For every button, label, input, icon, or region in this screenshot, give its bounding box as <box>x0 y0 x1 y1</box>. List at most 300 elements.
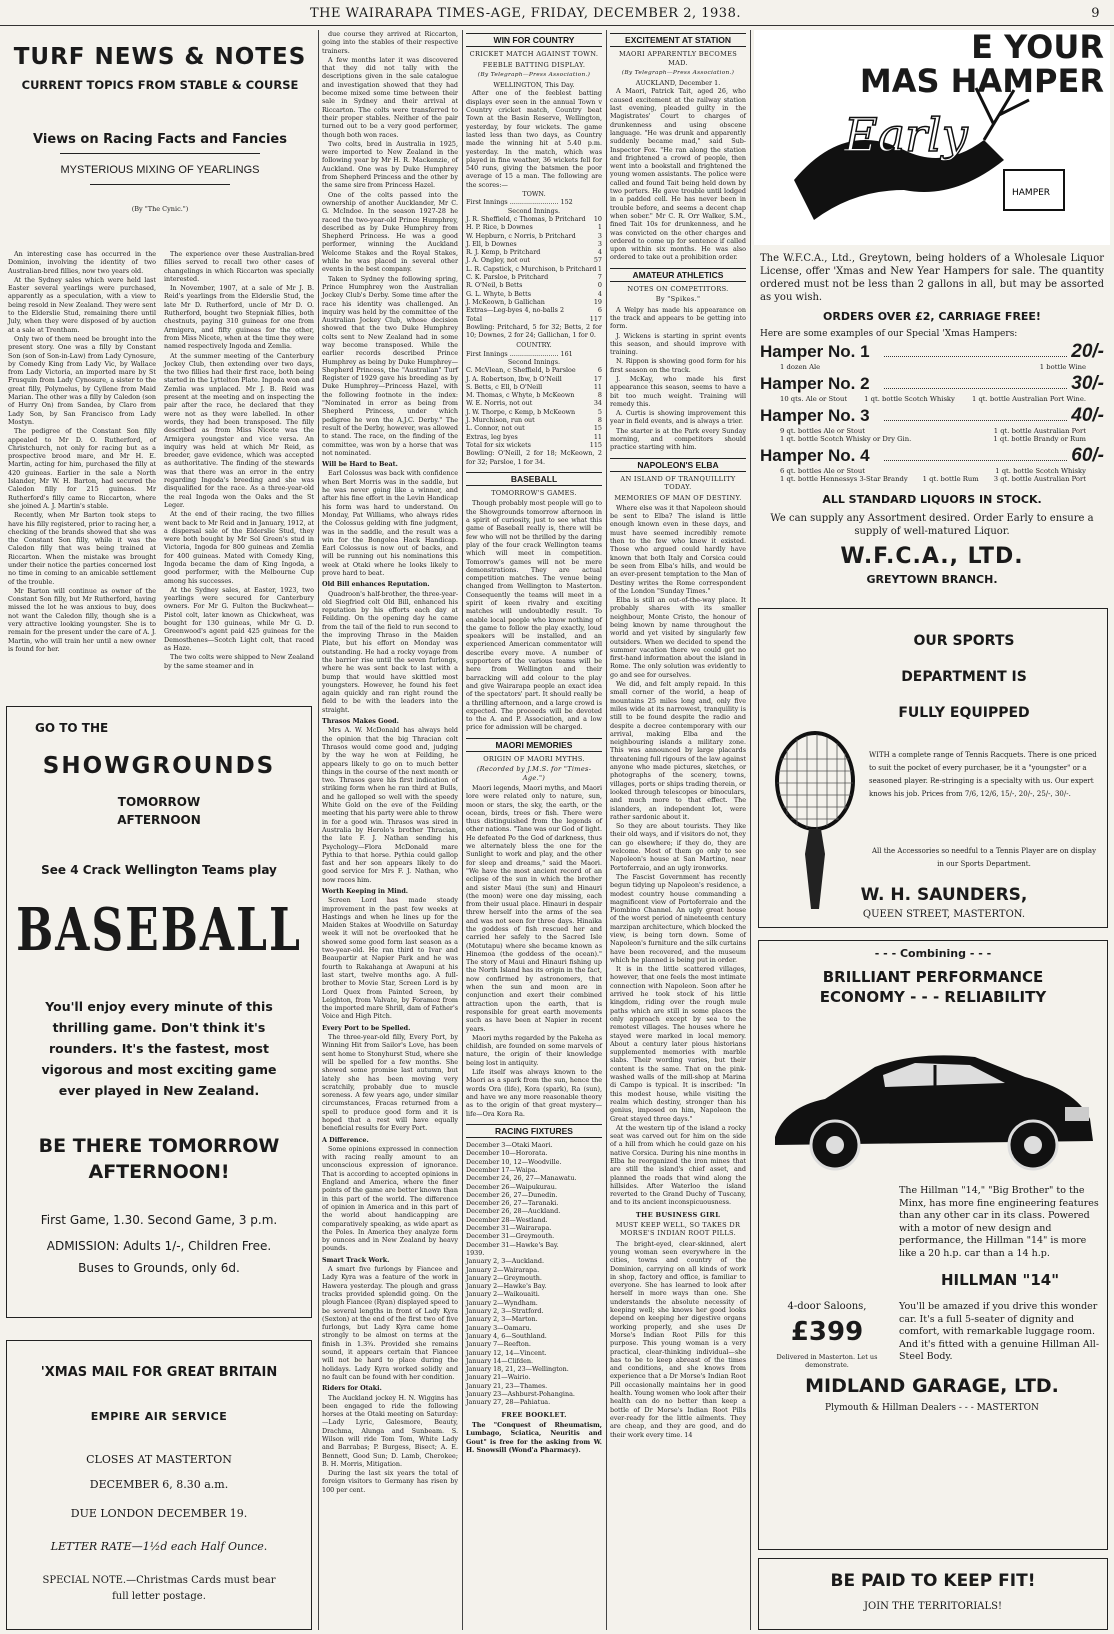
ad-when-1: TOMORROW <box>117 795 201 809</box>
town-scorecard <box>466 215 602 315</box>
mail-closes: CLOSES AT MASTERTON <box>86 1453 232 1466</box>
sports-line-1: OUR SPORTS <box>913 633 1015 649</box>
excite-header: EXCITEMENT AT STATION <box>610 33 746 47</box>
score-row <box>466 383 602 391</box>
country-label: COUNTRY. <box>516 341 552 350</box>
maori-credit: (Recorded by J.M.S. for "Times-Age.") <box>476 765 592 782</box>
business-body: The bright-eyed, clear-skinned, alert young woman seen everywhere in the cities, towns and country of the Dominion, carrying on all kinds of work in shop, factory and office, is familiar to everyone. She has learned to look after herself in more ways than one. She understands the absolute necessity of keeping well; she knows her good looks depend on keeping her digestive organs working properly, and she uses Dr Morse's Indian Root Pills for this purpose. This young woman is a very practical, clear-thinking individual—she has to be to keep abreast of the times and conditions, and she knows from experience that a Dr Morse's Indian Root Pill occasionally maintains her in good health. Young women who look after their health can do no better than keep a bottle of Dr Morse's Indian Root Pills ever-ready for the little ailments. They are cheap, and they are good, and do their work every time. 14 <box>610 1239 746 1439</box>
runs: 34 <box>593 399 602 408</box>
batsman: J. A. Ongley, not out <box>466 256 530 265</box>
sports-ad <box>758 608 1108 928</box>
turf-paragraph: An interesting case has occurred in the Dominion, involving the identity of two Australian-bred fillies, now two years old. <box>8 250 156 275</box>
hamper-line: 1 qt. bottle Scotch Whisky <box>995 467 1086 475</box>
napoleon-header: NAPOLEON'S ELBA <box>610 458 746 472</box>
hamper-branch: GREYTOWN BRANCH. <box>866 573 998 586</box>
batsman: C. McVlean, c Sheffield, b Parsloe <box>466 366 576 375</box>
hamper-price: 60/- <box>1071 445 1104 466</box>
excite-dateline: AUCKLAND, December 1. <box>635 79 721 88</box>
sports-body: WITH a complete range of Tennis Racquets. There is one priced to suit the pocket of every purchaser, be it a "youngster" or a seasoned player. Re-stringing is a specialty with us. Our expert knows his job. Prices from 7/6, 12/6, 15/-, 20/-, 25/-, 30/-. <box>869 751 1097 798</box>
town-second-label: Second Innings. <box>507 206 561 215</box>
score-row <box>466 223 602 231</box>
leader-dots <box>884 460 1067 461</box>
score-row <box>466 306 602 314</box>
turf-paragraph: Taken to Sydney the following spring, Prince Humphrey won the Australian Jockey Club's Derby. Some time after the race his identity was challenged. An inquiry was held by the committee of the Australian Jockey Club, whose decision showed that the two Duke Humphrey colts sent to New Zealand had in some way become transposed. While the earlier records described Prince Humphrey as being by Duke Humphrey—Shepherd Princess, the "Australian" Turf Register of 1929 gave his breeding as by Duke Humphrey—Princess Hazel, with the following footnote in the index: "Nominated in error as being from Shepherd Princess, under which pedigree he won the A.J.C. Derby." The result of the Derby, however, was allowed to stand. The race, on the finding of the committee, was won by a horse that was not nominated. <box>322 274 458 457</box>
runs: 6 <box>597 306 602 315</box>
score-row <box>466 281 602 289</box>
turf-byline: (By "The Cynic.") <box>131 205 189 213</box>
cricket-dateline: WELLINGTON, This Day. <box>493 81 575 90</box>
athletics-paragraph: A Welpy has made his appearance on the track and appears to be getting into form. <box>610 305 746 331</box>
hamper-copy <box>754 252 1110 586</box>
athletics-byline: By "Spikes." <box>655 295 701 304</box>
runs: 6 <box>597 366 602 375</box>
hamper-contents <box>760 395 1104 405</box>
fixtures-header: RACING FIXTURES <box>466 1124 602 1138</box>
fixture-item: January 18, 21, 23—Wellington. <box>466 1365 569 1374</box>
hamper-price: 40/- <box>1071 405 1104 426</box>
batsman: L. R. Capstick, c Murchison, b Pritchard <box>466 264 597 273</box>
fixture-item: December 31—Hawke's Bay. <box>466 1240 559 1249</box>
score-row <box>466 290 602 298</box>
score-row <box>466 248 602 256</box>
score-row <box>466 424 602 432</box>
hamper-crate-label: HAMPER <box>1012 188 1051 198</box>
runs: 0 <box>597 281 602 290</box>
ad-buses: Buses to Grounds, only 6d. <box>78 1261 240 1275</box>
hamper-name: Hamper No. 4 <box>760 446 870 465</box>
hamper-price: 30/- <box>1071 373 1104 394</box>
maori-paragraph: Maori legends, Maori myths, and Maori lore were related only to nature, sun, moon or stars, the sky, the earth, or the ocean, birds, trees or fish. There were thus distinguished from the legends of other nations. "Tane was our God of light. He defeated Po the God of darkness, thus we alternately bless the one for the Sunlight to work and play, and the other for sleep and dreams," said the Maori. "We have the most ancient record of an eclipse of the sun in which the brother and sister Maui (the sun) and Hinauri (the moon) were one day missing, each from their usual place. Hinauri in despair threw herself into the arms of the sea and was not seen for three days. Hinaika the goddess of fish rescued her and carried her safely to the Sacred Isle (Motutapu) where she became known as Hinemoa (the goddess of the ocean)." The story of Maui and Hinauri fishing up the North Island has its origin in the fact, now confirmed by astronomers, that when the sun and moon are in conjunction and exert their combined attraction upon the earth, that is responsible for great earth movements such as have been at Napier in recent years. <box>466 783 602 1033</box>
turf-paragraph: due course they arrived at Riccarton, going into the stables of their respective trainers. <box>322 30 458 55</box>
fixture-item: January 21—Wairio. <box>466 1373 531 1382</box>
turf-paragraph: Some opinions expressed in connection with racing really amount to an unconscious expression of ignorance. That is according to accepted opinions in England and America, where the finer points of the game are better known than in this part of the world. The difference of opinion in America and in this part of the world about handicapping are comparatively speaking, as wide apart as the Poles. In America they analyze form by ounces and in New Zealand by heavy pounds. <box>322 1144 458 1253</box>
turf-subhead: Riders for Otaki. <box>322 1384 382 1393</box>
fixture-item: December 10—Hororata. <box>466 1149 548 1158</box>
hamper-line: 1 qt. bottle Australian Port Wine. <box>971 395 1086 403</box>
baseball-paragraph: Though probably most people will go to the Showgrounds tomorrow afternoon in a spirit of curiosity, just to see what this game of Baseball really is, there will be few who will not be thrilled by the daring play of the four crack Wellington teams which will meet in competition. Tomorrow's games will not be mere demonstrations. They are actual competition matches. The venue being changed from Wellington to Masterton. Consequently the teams will meet in a spirit of keen rivalry and exciting matches will undoubtedly result. To enable local people who know nothing of the game to follow the play exactly, loud speakers will be installed, and an experienced American commentator will describe every move. A number of supporters of the various teams will be here from Wellington and their barracking will add colour to the play and give Wairarapa people an exact idea of the spectators' part. It should really be a thrilling afternoon, and a large crowd is expected. The proceeds will be devoted to the A. and P. Association, and a low price for admission will be charged. <box>466 499 602 732</box>
turf-paragraph: Quadroon's half-brother, the three-year-old Siegfried colt Old Bill, enhanced his reputation by his efforts each day at Feilding. On the opening day he came from the tail of the field to run second to the improving Thraso in the Maiden Plate, but his effort on Monday was outstanding. He had a rocky voyage from the barrier rise until the seven furlongs, where he was sent back to last with a bump that would have skittled most youngsters. However, he found his feet again quickly and ran right round the field to be with the leaders into the straight. <box>322 589 458 714</box>
maori-paragraph: Life itself was always known to the Maori as a spark from the sun, hence the words Ora (life), Kora (spark), Ra (sun), and have we any more reasonable theory as to the origin of that great mystery—life—Ora Kora Ra. <box>466 1068 602 1118</box>
fixture-item: December 26, 28—Auckland. <box>466 1207 561 1216</box>
batsman: G. L. Whyte, b Betts <box>466 289 531 298</box>
turf-paragraph: The Auckland jockey H. N. Wiggins has been engaged to ride the following horses at the Otaki meeting on Saturday:—Lady Lyric, Galesmore, Beauty, Drachma, Alunga and Sunbeam. S. Wilson will ride Tom Tom, White Lady and Barrabas; P. Burgess, Bisect; A. E. Bennett, Good Sun; D. Lamb, Cherokee; B. H. Morris, Mitigation. <box>322 1393 458 1468</box>
sports-heading <box>769 623 1099 731</box>
turf-subhead: Will be Hard to Beat. <box>322 460 398 469</box>
fixture-item: December 26—Waipukurau. <box>466 1182 557 1191</box>
maori-headline: ORIGIN OF MAORI MYTHS. <box>483 755 585 764</box>
turf-header <box>8 30 312 242</box>
napoleon-paragraph: The Fascist Government has recently begun tidying up Napoleon's residence, a modest country house commanding a magnificent view of Portoferraio and the Piombino Channel. An ugly great house of the worst period of nineteenth century marzipan architecture, which blocked the view, is being torn down. Some of Napoleon's furniture and the silk curtains have been recovered, and the museum which he planned is being put in order. <box>610 872 746 964</box>
runs: 1 <box>597 223 602 232</box>
batsman: J. A. Robertson, lbw, b O'Neill <box>466 374 562 383</box>
hamper-line: 1 qt. bottle Scotch Whisky <box>864 395 955 403</box>
hamper-name: Hamper No. 2 <box>760 374 870 393</box>
batsman: W. E. Norris, not out <box>466 399 533 408</box>
masthead-title: THE WAIRARAPA TIMES-AGE, FRIDAY, DECEMBER 2, 1938. <box>310 6 741 21</box>
hamper-line: 9 qt. bottles Ale or Stout <box>780 427 865 435</box>
column-rule <box>606 30 607 1630</box>
country-scorecard <box>466 366 602 441</box>
column-rule <box>750 30 751 1630</box>
car-dealer-sub: Plymouth & Hillman Dealers - - - MASTERTON <box>825 1403 1039 1413</box>
runs: 10 <box>593 214 602 223</box>
runs: 8 <box>597 416 602 425</box>
hamper-line: 1 qt. bottle Brandy or Rum <box>993 435 1086 443</box>
athletics-paragraph: The starter is at the Park every Sunday morning, and competitors should practice starting with him. <box>610 426 746 452</box>
napoleon-paragraph: It is in the little scattered villages, however, that one feels the most intimate connection with Napoleon. Soon after he arrived he took stock of his little kingdom, riding over the rough mule paths which are still in some places the only approach except by sea to the remotest villages. The houses where he stayed were marked in local memory. About a century later pious historians supplemented memories with marble slabs. Their wording varies, but their content is the same. That on the pink-washed walls of the mill-shop at Marina di Campo is typical. It is inscribed: "In this modest house, while visiting the realm which destiny, stronger than his genius, imposed on him, Napoleon the Great stayed three days." <box>610 965 746 1123</box>
hamper-early: Early <box>844 108 968 162</box>
score-row <box>466 232 602 240</box>
score-row <box>466 375 602 383</box>
runs: 3 <box>597 239 602 248</box>
ad-times: First Game, 1.30. Second Game, 3 p.m. <box>40 1213 278 1227</box>
maori-body <box>466 784 602 1118</box>
turf-subtitle: CURRENT TOPICS FROM STABLE & COURSE <box>21 78 299 92</box>
hamper-banner <box>754 30 1110 98</box>
hamper-row <box>760 341 1104 363</box>
hamper-orders: ORDERS OVER £2, CARRIAGE FREE! <box>823 310 1041 323</box>
batsman: J. Ell, b Downes <box>466 239 517 248</box>
turf-paragraph: In November, 1907, at a sale of Mr J. B. Reid's yearlings from the Elderslie Stud, the late Mr D. Rutherford, uncle of Mr D. O. Rutherford, bought two Stepniak fillies, both chestnuts, paying 310 guineas for one from Armigera, and fifty guineas for the other, from Miss Nicete, when at the time they were named respectively Ingoda and Zemlia. <box>164 284 314 351</box>
score-row <box>466 273 602 281</box>
town-total: Total 117 <box>466 314 602 323</box>
hamper-row <box>760 445 1104 467</box>
country-bowling: Bowling: O'Neill, 2 for 18; McKeown, 2 for 32; Parsloe, 1 for 34. <box>466 449 602 466</box>
mail-date: DECEMBER 6, 8.30 a.m. <box>89 1478 229 1491</box>
fit-title: BE PAID TO KEEP FIT! <box>830 1571 1036 1591</box>
turf-subhead: Old Bill enhances Reputation. <box>322 580 430 589</box>
turf-paragraph: At the Sydney sales which were held last Easter several yearlings were purchased, apparently as a speculation, with a view to being resold in New Zealand. They were sent to the Elderslie Stud, remaining there until July, when they were disposed of by auction at a sale at Trentham. <box>8 275 156 334</box>
fixture-item: January 2—Hawke's Bay. <box>466 1282 547 1291</box>
ad-admission: ADMISSION: Adults 1/-, Children Free. <box>46 1239 272 1253</box>
athletics-paragraph: J. McKay, who made his first appearance this season, seems to have a bit too much weight. Training will remedy this. <box>610 374 746 408</box>
runs: 19 <box>593 297 602 306</box>
ad-go: GO TO THE <box>35 721 109 735</box>
hamper-line: 6 qt. bottles Ale or Stout <box>780 467 865 475</box>
fixture-item: December 28—Westland. <box>466 1215 548 1224</box>
car-pitch: You'll be amazed if you drive this wonder car. It's a full 5-seater of dignity and comfort, with remarkable luggage room. And it's fitted with a genuine Hillman All-Steel Body. <box>899 1301 1100 1362</box>
sports-address: QUEEN STREET, MASTERTON. <box>862 909 1026 920</box>
ad-game: BASEBALL <box>16 896 302 965</box>
sports-line-3: FULLY EQUIPPED <box>898 705 1030 721</box>
napoleon-body <box>610 504 746 1207</box>
baseball-headline: TOMORROW'S GAMES. <box>491 489 577 498</box>
fixture-item: January 3—Oamaru. <box>466 1323 532 1332</box>
score-row <box>466 366 602 374</box>
leader-dots <box>884 420 1067 421</box>
excite-credit: (By Telegraph—Press Association.) <box>621 69 735 76</box>
country-total: Total for six wickets 115 <box>466 440 602 449</box>
column-4 <box>466 30 602 1630</box>
ad-teams: See 4 Crack Wellington Teams play <box>41 863 277 877</box>
turf-paragraph: One of the colts passed into the ownership of another Aucklander, Mr C. G. McIndoe. In the season 1927-28 he raced the two-year-old Prince Humphrey, described as by Duke Humphrey from Shepherd Princess. He was a good performer, winning the Auckland Welcome Stakes and the Royal Stakes, while he was placed in several other events in the best company. <box>322 190 458 274</box>
column-rule <box>462 30 463 1630</box>
hamper-row <box>760 405 1104 427</box>
hamper-contents <box>760 363 1104 373</box>
fixture-item: January 2—Wairarapa. <box>466 1265 540 1274</box>
turf-paragraph: Recently, when Mr Barton took steps to have his filly registered, prior to racing her, a checking of the brands showed that she was the Constant Son filly, while it was the Caledon filly that was being trained at Riccarton. When the mistake was brought under their notice the parties concerned lost no time in coming to an amicable settlement of the trouble. <box>8 511 156 586</box>
turf-paragraph: Screen Lord has made steady improvement in the past few weeks at Hastings and when he lines up for the Maiden Stakes at Woodville on Saturday week it will not be overlooked that he showed some good form last season as a two-year-old. He ran third to Ivar and Beaupartir at Napier Park and he was fourth to Rakahanga at Awapuni at his last start, twelve months ago. A full-brother to Movie Star, Screen Lord is by Lord Quex from Painted Screen, by Leighton, from Valvate, by Foramoz from the imported mare Shrill, dam of Father's Voice and High Pitch. <box>322 896 458 1021</box>
runs: 11 <box>593 382 602 391</box>
runs: 3 <box>597 231 602 240</box>
napoleon-deck: MEMORIES OF MAN OF DESTINY. <box>614 493 742 502</box>
fixture-item: January 2—Wyndham. <box>466 1298 538 1307</box>
hamper-company: W.F.C.A., LTD. <box>840 544 1024 569</box>
runs: 15 <box>593 424 602 433</box>
leader-dots <box>884 356 1067 357</box>
runs: 4 <box>597 248 602 257</box>
excite-headline: MAORI APPARENTLY BECOMES MAD. <box>618 50 738 67</box>
hamper-price: 20/- <box>1071 341 1104 362</box>
mail-due: DUE LONDON DECEMBER 19. <box>70 1507 248 1520</box>
fixture-item: December 31—Wairarapa. <box>466 1224 552 1233</box>
town-first-innings: First Innings ........................ 152 <box>466 198 573 207</box>
cricket-headline: CRICKET MATCH AGAINST TOWN. <box>469 50 599 59</box>
napoleon-paragraph: So they are about tourists. They like their old ways, and if visitors do not, they can go elsewhere; if they do, they are welcome. Most of them go only to see Napoleon's house at San Martino, near Portoferraio, and an ugly ironworks. <box>610 822 746 872</box>
hamper-banner-2: MAS HAMPER <box>859 62 1104 100</box>
batsman: W. Hepburn, c Norris, b Pritchard <box>466 231 576 240</box>
turf-subhead: A Difference. <box>322 1135 369 1144</box>
ad-place: SHOWGROUNDS <box>42 753 276 779</box>
turf-paragraph: Mrs A. W. McDonald has always held the opinion that the big Thracian colt Thrasos would come good and, judging by the way he won at Feilding, he appears likely to go on to much better things in the course of the next month or two. Thrasos gave his first indication of striking form when he ran third at Bulls, and he galloped so well with the speedy White Gold on the eve of the Feilding meeting that his party were able to throw in for a good win. Thrasos was sired in Australia by Herolo's brother Thracian, the late F. J. Nathan sending his Psychology—Flora McDonald mare Pythia to that horse. Pythia could gallop fast and her son appears likely to do good service for Mrs F. J. Nathan, who now races him. <box>322 726 458 884</box>
town-label: TOWN. <box>522 190 546 199</box>
turf-subhead: Every Port to be Spelled. <box>322 1023 411 1032</box>
town-bowling: Bowling: Pritchard, 5 for 32; Betts, 2 for 10; Downes, 2 for 24; Gallichan, 1 for 0. <box>466 322 602 340</box>
turf-paragraph: The two colts were shipped to New Zealand by the same steamer and in <box>164 653 314 670</box>
maori-paragraph: Maori myths regarded by the Pakeha as childish, are founded on some marvels of nature, the origin of their knowledge being lost in antiquity. <box>466 1033 602 1067</box>
sports-firm: W. H. SAUNDERS, <box>860 885 1028 905</box>
country-second-label: Second Innings. <box>507 357 561 366</box>
score-row <box>466 399 602 407</box>
hamper-line: 1 dozen Ale <box>780 363 821 371</box>
athletics-body <box>610 306 746 452</box>
batsman: J. W. Thorpe, c Kemp, b McKeown <box>466 407 576 416</box>
fixture-item: December 26, 27—Taranaki. <box>466 1199 559 1208</box>
napoleon-paragraph: Elba is still an out-of-the-way place. It probably shares with its smaller neighbour, Monte Cristo, the honour of being known by name throughout the world and yet visited by singularly few outsiders. When we decided to spend the summer vacation there we could get no first-hand information about the island in Rome. The only solution was evidently to go and see for ourselves. <box>610 596 746 679</box>
turf-headline: MYSTERIOUS MIXING OF YEARLINGS <box>60 164 260 176</box>
batsman: R. J. Kemp, b Pritchard <box>466 248 541 257</box>
car-price: £399 <box>790 1317 864 1347</box>
batsman: Extras—Leg-byes 4, no-balls 2 <box>466 306 565 315</box>
mail-title: 'XMAS MAIL FOR GREAT BRITAIN <box>40 1365 278 1380</box>
hamper-line: 1 qt. bottle Hennessys 3-Star Brandy <box>780 475 908 483</box>
turf-title: TURF NEWS & NOTES <box>13 44 307 70</box>
car-model: HILLMAN "14" <box>940 1271 1060 1289</box>
turf-paragraph: During the last six years the total of foreign visitors to Germany has risen by 100 per cent. <box>322 1469 458 1494</box>
business-deck: MUST KEEP WELL, SO TAKES DR MORSE'S INDIAN ROOT PILLS. <box>615 1221 741 1238</box>
divider <box>90 184 230 185</box>
car-delivered: Delivered in Masterton. Let us demonstrate. <box>776 1353 878 1369</box>
turf-paragraph: A few months later it was discovered that they did not tally with the descriptions given in the sale catalogue and investigation showed that they had become mixed some time between their sale in Sydney and their arrival at Riccarton. The colts were transferred to their proper stables. Neither of the pair turned out to be a very good performer, though both won races. <box>322 55 458 139</box>
fixture-item: January 27, 28—Pahiatua. <box>466 1398 551 1407</box>
batsman: M. Thomas, c Whyte, b McKeown <box>466 391 575 400</box>
fixture-item: December 17—Waipa. <box>466 1166 538 1174</box>
fixture-item: January 2, 3—Stratford. <box>466 1307 544 1316</box>
turf-paragraph: Mr Barton will continue as owner of the Constant Son filly, but Mr Rutherford, having missed the lot he was anxious to buy, does not want the Caledon filly, though she is a very attractive looking youngster. She is to remain for the present under the care of A. J. Martin, who will train her until a new owner is found for her. <box>8 586 156 653</box>
batsman: J. Murchison, run out <box>466 416 535 425</box>
page-number: 9 <box>1091 6 1100 21</box>
car-line-1: BRILLIANT PERFORMANCE <box>822 968 1044 986</box>
hillman-ad <box>758 940 1108 1550</box>
batsman: R. O'Neil, b Betts <box>466 281 523 290</box>
batsman: Extras, leg byes <box>466 432 518 441</box>
hamper-contents <box>760 427 1104 445</box>
turf-subhead: Thrasos Makes Good. <box>322 717 399 726</box>
car-dealer: MIDLAND GARAGE, LTD. <box>805 1375 1059 1397</box>
fixture-item: 1939. <box>466 1248 485 1257</box>
fixture-item: January 21, 23—Thames. <box>466 1381 548 1390</box>
ad-when-2: AFTERNOON <box>117 813 201 827</box>
car-illustration <box>765 1037 1101 1177</box>
hamper-line: 3 qt. bottle Australian Port <box>993 475 1086 483</box>
fixture-item: January 7—Reefton. <box>466 1340 531 1349</box>
runs: 8 <box>597 391 602 400</box>
turf-paragraph: At the Sydney sales, at Easter, 1923, two yearlings were secured for Canterbury owners. For Mr G. Fulton the Buckwheat—Pistol colt, later known as Chickwheat, was bought for 130 guineas, while Mr G. D. Greenwood's agent paid 425 guineas for the Demosthenes—Scotch Light colt, that raced as Haze. <box>164 585 314 652</box>
score-row <box>466 240 602 248</box>
score-row <box>466 265 602 273</box>
hamper-line: 1 qt. bottle Australian Port <box>993 427 1086 435</box>
score-row <box>466 408 602 416</box>
leader-dots <box>884 388 1067 389</box>
batsman: J. R. Sheffield, c Thomas, b Pritchard <box>466 214 586 223</box>
fixture-item: January 4, 6—Southland. <box>466 1331 547 1340</box>
turf-column-1 <box>8 250 156 653</box>
fit-sub: JOIN THE TERRITORIALS! <box>863 1601 1002 1612</box>
hamper-banner-1: E YOUR <box>971 28 1104 66</box>
turf-column-3 <box>322 30 458 1630</box>
score-row <box>466 433 602 441</box>
hamper-standard: ALL STANDARD LIQUORS IN STOCK. <box>822 493 1042 506</box>
napoleon-paragraph: Where else was it that Napoleon should be sent to Elba? The island is little enough known even in these days, and must have seemed incredibly remote then to the few who knew it existed. Those who argued could hardly have known that both Italy and Corsica could be seen from Elba's hills, and would be an ever-present temptation to the Man of Destiny writes the Rome correspondent of the London "Sunday Times." <box>610 503 746 595</box>
hamper-line: 1 qt. bottle Rum <box>922 475 979 483</box>
fixture-item: January 23—Ashburst-Pohangina. <box>466 1390 575 1399</box>
athletics-paragraph: A. Curtis is showing improvement this year in field events, and is always a trier. <box>610 409 746 426</box>
runs: 17 <box>593 374 602 383</box>
runs: 4 <box>597 289 602 298</box>
cricket-intro: After one of the feeblest batting displays ever seen in the annual Town v Country cricket match, Country beat Town at the Basin Reserve, Wellington, yesterday, by four wickets. The game lasted less than two days, as Country made the winning hit at 5.40 p.m. yesterday. In the match, which was played in fine weather, 36 wickets fell for 540 runs, giving the batsmen the poor average of 15 a man. The following are the scores:— <box>466 89 602 189</box>
ad-cta: BE THERE TOMORROW AFTERNOON! <box>38 1135 280 1183</box>
hamper-ad <box>754 28 1110 586</box>
turf-paragraph: At the end of their racing, the two fillies went back to Mr Reid and in January, 1912, at a dispersal sale of the Elderslie Stud, they were both bought by Mr Sol Green's stud in Victoria, Ingoda for 800 guineas and Zemlia for 400 guineas. Mated with Comedy King, Ingoda became the dam of King Ingoda, a good performer, with the Melbourne Cup among his successes. <box>164 510 314 585</box>
car-description: The Hillman "14," "Big Brother" to the Minx, has more fine engineering features than any other car in its class. Powered with a motor of new design and performance, the Hillman "14" is more like a 20 h.p. car than a 14 h.p. <box>899 1185 1099 1259</box>
score-row <box>466 215 602 223</box>
turf-paragraph: The three-year-old filly, Every Port, by Winning Hit from Sailor's Love, has been sent home to Stonyhurst Stud, where she will be spelled for a few months. She showed some promise last autumn, but lately she has been moving very scratchily, probably due to muscle soreness. A few years ago, under similar circumstances, Fracas returned from a spell to produce good form and it is hoped that a rest will have equally beneficial results for Every Port. <box>322 1033 458 1133</box>
batsman: S. Betts, c Ell, b O'Neill <box>466 382 543 391</box>
score-row <box>466 256 602 264</box>
hamper-supply: We can supply any Assortment desired. Order Early to ensure a supply of well-matured Liquor. <box>770 513 1094 537</box>
napoleon-paragraph: We did, and felt amply repaid. In this small corner of the world, a heap of mountains 25 miles long and, only five miles wide at its narrowest, tranquility is still to be found despite the radio and despite a decree contemporary with our arrival, making Elba and the neighbouring islands a military zone. This was announced by large placards threatening full rigours of the law against anyone who made pictures, sketches, or photographs of the scenery, towns, villages, ports or ships trading therein, or looked through telescopes or binoculars, and much more to that effect. The islanders, an independent lot, were rather sardonic about it. <box>610 680 747 821</box>
fixture-item: December 26, 27—Dunedin. <box>466 1190 558 1199</box>
fixture-item: December 24, 26, 27—Manawatu. <box>466 1174 577 1183</box>
runs: 57 <box>593 256 602 265</box>
athletics-header: AMATEUR ATHLETICS <box>610 268 746 282</box>
column-5 <box>610 30 746 1630</box>
car-line-2: ECONOMY - - - RELIABILITY <box>819 988 1047 1006</box>
masthead <box>0 0 1114 26</box>
napoleon-paragraph: At the western tip of the island a rocky seat was carved out for him on the side of a hill from which he could gaze on his native Corsica. During his nine months in Elba he reorganized the iron mines that are still the island's chief asset, and planned the roads that wind along the hillsides. After Waterloo the island reverted to the Grand Duchy of Tuscany, and to its ancient inconspicuousness. <box>610 1123 746 1207</box>
score-row <box>466 298 602 306</box>
country-first-innings: First Innings ........................ 161 <box>466 349 573 358</box>
turf-paragraph: Earl Colossus was back with confidence when Bert Morris was in the saddle, but he was never going like a winner, and after his fine effort in the Levin Handicap his form was hard to understand. On Monday, Pat Williams, who always rides the Colossus gelding with fine judgment, was in the saddle, and the result was a win for the Bongolea Hack Handicap. Earl Colossus is now out of backs, and will be running out his nominations this week at Otaki where he looks likely to prove hard to beat. <box>322 469 458 577</box>
turf-paragraph: At the summer meeting of the Canterbury Jockey Club, then extending over two days, the two fillies had their first race, both being started in the Lyttelton Plate. Ingoda won and Zemlia was unplaced. Mr J. B. Reid was present at the meeting and on inspecting the pair after the race, he declared that they were not as they were labelled. In other words, they had been transposed. The filly described as from Miss Nicete was the Armigera youngster and vice versa. An inquiry was held at which Mr Reid, as breeder, gave evidence, which was accepted as authoritative. The finding of the stewards was that there was an error in the entry regarding Ingoda's breeding and she was disqualified for the race. As a three-year-old the real Ingoda won the Oaks and the St Leger. <box>164 351 314 509</box>
turf-paragraph: The pedigree of the Constant Son filly appealed to Mr D. O. Rutherford, of Christchurch, not only for racing but as a prospective brood mare, and Mr H. E. Martin, acting for him, purchased the filly at 420 guineas. Earlier in the sale a North Islander, Mr W. H. Barton, had secured the Caledon filly for 215 guineas. Mr Rutherford's filly came to Riccarton, where she joined A. J. Martin's stable. <box>8 427 156 510</box>
hamper-line: 10 qts. Ale or Stout <box>780 395 848 403</box>
turf-column-2 <box>164 250 314 670</box>
athletics-paragraph: N. Rippon is showing good form for his first season on the track. <box>610 357 746 374</box>
baseball-header: BASEBALL <box>466 472 602 486</box>
fixture-item: December 31—Greymouth. <box>466 1232 555 1241</box>
turf-paragraph: Two colts, bred in Australia in 1925, were imported to New Zealand in the following year by Mr H. R. Mackenzie, of Auckland. One was by Duke Humphrey from Shepherd Princess and the other by the same sire from Princess Hazel. <box>322 139 458 190</box>
mail-note: SPECIAL NOTE.—Christmas Cards must bear full letter postage. <box>42 1575 276 1602</box>
hamper-line: 1 bottle Wine <box>1039 363 1086 371</box>
runs: 1 <box>597 264 602 273</box>
score-row <box>466 391 602 399</box>
business-head: THE BUSINESS GIRL <box>635 1210 721 1219</box>
hamper-illustration <box>754 30 1110 245</box>
fixture-item: January 14—Clifden. <box>466 1356 533 1365</box>
hamper-list <box>754 341 1110 485</box>
batsman: H. P. Rice, b Downes <box>466 223 533 232</box>
hamper-intro: The W.F.C.A., Ltd., Greytown, being holders of a Wholesale Liquor License, offer 'Xmas and New Year Hampers for sale. The quantity ordered must not be less than 2 gallons in all, but may be assorted as you wish. <box>760 253 1104 303</box>
runs: 11 <box>593 432 602 441</box>
excite-body: A Maori, Patrick Tait, aged 26, who caused excitement at the railway station last evening, pleaded guilty in the Magistrates' Court to charges of drunkenness and using obscene language. "He was drunk and apparently suddenly became mad," said Sub-Inspector Fox. "He ran along the station and frightened a crowd of people, then went into a bookstall and frightened the young women assistants. The police were called and found Tait being held down by two porters. He gave trouble until lodged in a padded cell. He has never been in trouble before, and seems a decent chap when sober." Mr C. R. Orr Walker, S.M., fined Tait 10s for drunkenness, and he was convicted on the other charges and ordered to come up for sentence if called upon within six months. He was also ordered to take out a prohibition order. <box>610 87 746 262</box>
mail-service: EMPIRE AIR SERVICE <box>90 1410 228 1423</box>
fixture-item: January 2—Greymouth. <box>466 1273 542 1282</box>
car-combining: - - - Combining - - - <box>874 947 992 960</box>
cricket-credit: (By Telegraph—Press Association.) <box>477 71 591 78</box>
fixture-item: December 3—Otaki Maori. <box>466 1141 553 1150</box>
divider <box>60 153 260 154</box>
batsman: J. McKeown, b Gallichan <box>466 297 545 306</box>
fixture-item: January 2, 3—Auckland. <box>466 1257 544 1266</box>
baseball-body <box>466 499 602 731</box>
fixture-item: January 2—Waikouaiti. <box>466 1290 540 1299</box>
batsman: C. K. Parsloe, b Pritchard <box>466 273 549 282</box>
showgrounds-ad <box>6 706 312 1318</box>
booklet-text: The "Conquest of Rheumatism, Lumbago, Sciatica, Neuritis and Gout" is free for the asking from W. H. Snowsill (Wond'a Pharmacy). <box>466 1420 602 1454</box>
sports-line-2: DEPARTMENT IS <box>901 669 1027 685</box>
hamper-line: 1 qt. bottle Scotch Whisky or Dry Gin. <box>780 435 912 443</box>
car-saloons: 4-door Saloons, <box>787 1301 867 1312</box>
hamper-examples: Here are some examples of our Special 'Xmas Hampers: <box>760 329 1018 339</box>
hamper-name: Hamper No. 1 <box>760 342 870 361</box>
turf-paragraph: A smart five furlongs by Fiancee and Lady Kyra was a feature of the work in Hawera yesterday. The plough and grass tracks provided splendid going. On the plough Fiancee (Ryan) displayed speed to be several lengths in front of Lady Kyra (Sexton) at the end of the first two of five furlongs, but Lady Kyra came home strongly to be almost on terms at the finish in 1.3¾. Provided she remains sound, it appears certain that Fiancee will not be hard to place during the holidays. Lady Kyra worked solidly and no fault can be found with her condition. <box>322 1265 458 1381</box>
booklet-head: FREE BOOKLET. <box>501 1410 567 1419</box>
turf-paragraph: The experience over these Australian-bred fillies served to recall two other cases of changelings in which Riccarton was specially interested. <box>164 250 314 283</box>
territorials-ad <box>758 1558 1108 1630</box>
fixture-item: January 2, 3—Marton. <box>466 1315 538 1324</box>
fixtures-list <box>466 1141 602 1407</box>
batsman: L. Connor, not out <box>466 424 525 433</box>
sports-accessories: All the Accessories so needful to a Tennis Player are on display in our Sports Department. <box>871 847 1097 868</box>
maori-header: MAORI MEMORIES <box>466 738 602 752</box>
napoleon-headline: AN ISLAND OF TRANQUILLITY TODAY. <box>620 474 736 492</box>
fixture-item: January 12, 14—Vincent. <box>466 1348 547 1357</box>
cricket-header: WIN FOR COUNTRY <box>466 33 602 47</box>
turf-paragraph: Only two of them need be brought into the present story. One was a filly by Constant Son (son of Son-in-Law) from Lady Cynosure, by Comedy King from Lady Vic, by Wallace from Lady Victoria, an imported mare by St Frusquin from Lady Cynosure, a sister to the great filly, Polymelus, by Cyllene from Maid Marian. The other was a filly by Caledon (son of Hurry On) from Sandea, by Claro from Lady Son, by San Francisco from Lady Mostyn. <box>8 334 156 426</box>
hamper-row <box>760 373 1104 395</box>
column-rule <box>318 30 319 1630</box>
turf-kicker: Views on Racing Facts and Fancies <box>33 132 287 147</box>
mail-rate: LETTER RATE—1½d each Half Ounce. <box>50 1540 268 1553</box>
cricket-deck: FEEBLE BATTING DISPLAY. <box>482 60 586 69</box>
athletics-headline: NOTES ON COMPETITORS. <box>627 285 729 294</box>
turf-subhead: Worth Keeping in Mind. <box>322 886 409 895</box>
hamper-contents <box>760 467 1104 485</box>
athletics-paragraph: J. Wickens is starting in sprint events this season, and should improve with training. <box>610 331 746 357</box>
ad-pitch: You'll enjoy every minute of this thrilling game. Don't think it's rounders. It's the fastest, most vigorous and most exciting game ever played in New Zealand. <box>41 999 277 1098</box>
runs: 7 <box>597 273 602 282</box>
